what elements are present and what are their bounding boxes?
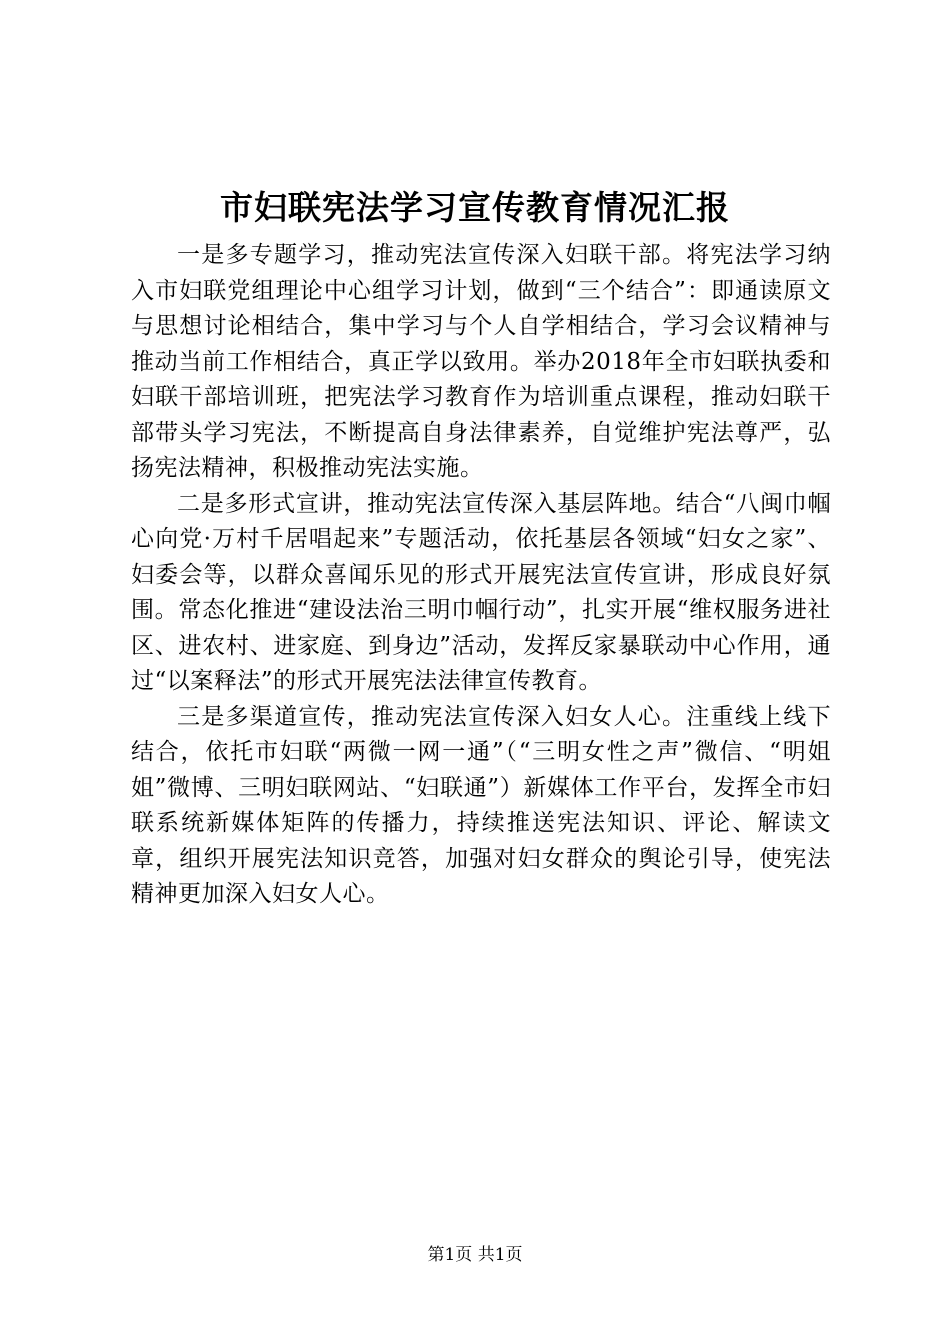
page-number-footer: 第1页 共1页	[427, 1245, 523, 1265]
document-body	[131, 238, 831, 913]
document-title: 市妇联宪法学习宣传教育情况汇报	[220, 188, 730, 227]
paragraph-2: 二是多形式宣讲，推动宪法宣传深入基层阵地。结合“八闽巾帼心向党·万村千居唱起来”专题活动，依托基层各领域“妇女之家”、妇委会等，以群众喜闻乐见的形式开展宪法宣传宣讲，形成良好氛围。常态化推进“建设法治三明巾帼行动”，扎实开展“维权服务进社区、进农村、进家庭、到身边”活动，发挥反家暴联动中心作用，通过“以案释法”的形式开展宪法法律宣传教育。	[131, 490, 831, 694]
paragraph-1: 一是多专题学习，推动宪法宣传深入妇联干部。将宪法学习纳入市妇联党组理论中心组学习计划，做到“三个结合”：即通读原文与思想讨论相结合，集中学习与个人自学相结合，学习会议精神与推动当前工作相结合，真正学以致用。举办2018年全市妇联执委和妇联干部培训班，把宪法学习教育作为培训重点课程，推动妇联干部带头学习宪法，不断提高自身法律素养，自觉维护宪法尊严，弘扬宪法精神，积极推动宪法实施。	[131, 242, 831, 481]
paragraph-3: 三是多渠道宣传，推动宪法宣传深入妇女人心。注重线上线下结合，依托市妇联“两微一网一通”（“三明女性之声”微信、“明姐姐”微博、三明妇联网站、“妇联通”）新媒体工作平台，发挥全市妇联系统新媒体矩阵的传播力，持续推送宪法知识、评论、解读文章，组织开展宪法知识竞答，加强对妇女群众的舆论引导，使宪法精神更加深入妇女人心。	[131, 703, 831, 907]
